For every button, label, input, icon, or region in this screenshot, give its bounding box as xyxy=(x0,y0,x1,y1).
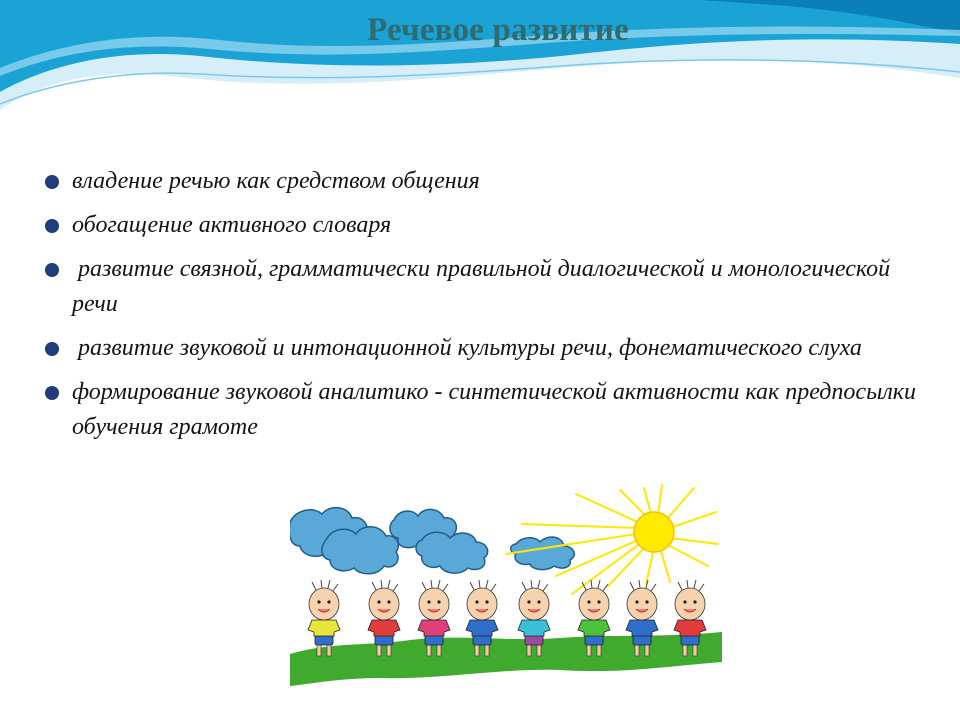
bullet-list xyxy=(42,164,922,454)
child-leg xyxy=(485,644,489,656)
child-leg xyxy=(387,644,391,656)
child-shirt xyxy=(418,620,450,636)
children-illustration xyxy=(290,484,722,686)
child-head xyxy=(309,588,339,620)
child-leg xyxy=(645,644,649,656)
bullet-text: формирование звуковой аналитико - синтетической активности как предпосылки обучения грамоте xyxy=(72,379,923,440)
child-leg xyxy=(587,644,591,656)
child-shirt xyxy=(466,620,498,636)
child-eye xyxy=(317,600,320,603)
child-eye xyxy=(527,600,530,603)
child-head xyxy=(579,588,609,620)
child-head xyxy=(467,588,497,620)
bullet-item xyxy=(42,331,922,366)
child-leg xyxy=(427,644,431,656)
bullet-item xyxy=(42,164,922,199)
bullet-text: развитие звуковой и интонационной культуры речи, фонематического слуха xyxy=(72,335,862,361)
child-shirt xyxy=(368,620,400,636)
child-leg xyxy=(693,644,697,656)
child-head xyxy=(627,588,657,620)
child-eye xyxy=(475,600,478,603)
child-head xyxy=(519,588,549,620)
child-leg xyxy=(683,644,687,656)
child-eye xyxy=(537,600,540,603)
cloud-icon xyxy=(511,537,575,570)
child-figure xyxy=(308,580,340,656)
bullet-dot-icon xyxy=(45,175,59,189)
child-eye xyxy=(377,600,380,603)
grass-ground xyxy=(290,632,722,686)
child-eye xyxy=(587,600,590,603)
child-leg xyxy=(537,644,541,656)
child-shirt xyxy=(674,620,706,636)
bullet-item xyxy=(42,375,922,445)
child-leg xyxy=(527,644,531,656)
child-eye xyxy=(327,600,330,603)
child-leg xyxy=(377,644,381,656)
child-shirt xyxy=(578,620,610,636)
child-eye xyxy=(437,600,440,603)
child-head xyxy=(675,588,705,620)
child-leg xyxy=(317,644,321,656)
child-leg xyxy=(327,644,331,656)
child-eye xyxy=(693,600,696,603)
bullet-dot-icon xyxy=(45,263,59,277)
bullet-dot-icon xyxy=(45,219,59,233)
bullet-dot-icon xyxy=(45,386,59,400)
child-eye xyxy=(387,600,390,603)
bullet-item xyxy=(42,252,922,322)
child-eye xyxy=(597,600,600,603)
bullet-text: развитие связной, грамматически правильной диалогической и монологической речи xyxy=(72,256,897,317)
child-eye xyxy=(427,600,430,603)
slide-title: Речевое развитие xyxy=(367,12,629,48)
child-leg xyxy=(475,644,479,656)
child-head xyxy=(419,588,449,620)
child-shirt xyxy=(626,620,658,636)
child-leg xyxy=(597,644,601,656)
bullet-item xyxy=(42,208,922,243)
child-eye xyxy=(645,600,648,603)
child-leg xyxy=(635,644,639,656)
child-eye xyxy=(683,600,686,603)
child-shirt xyxy=(308,620,340,636)
bullet-text: обогащение активного словаря xyxy=(72,212,392,238)
child-leg xyxy=(437,644,441,656)
child-eye xyxy=(635,600,638,603)
cloud-icon xyxy=(416,532,488,573)
bullet-dot-icon xyxy=(45,342,59,356)
child-shirt xyxy=(518,620,550,636)
bullet-text: владение речью как средством общения xyxy=(72,168,480,194)
cloud-icon xyxy=(322,527,398,574)
child-head xyxy=(369,588,399,620)
child-eye xyxy=(485,600,488,603)
